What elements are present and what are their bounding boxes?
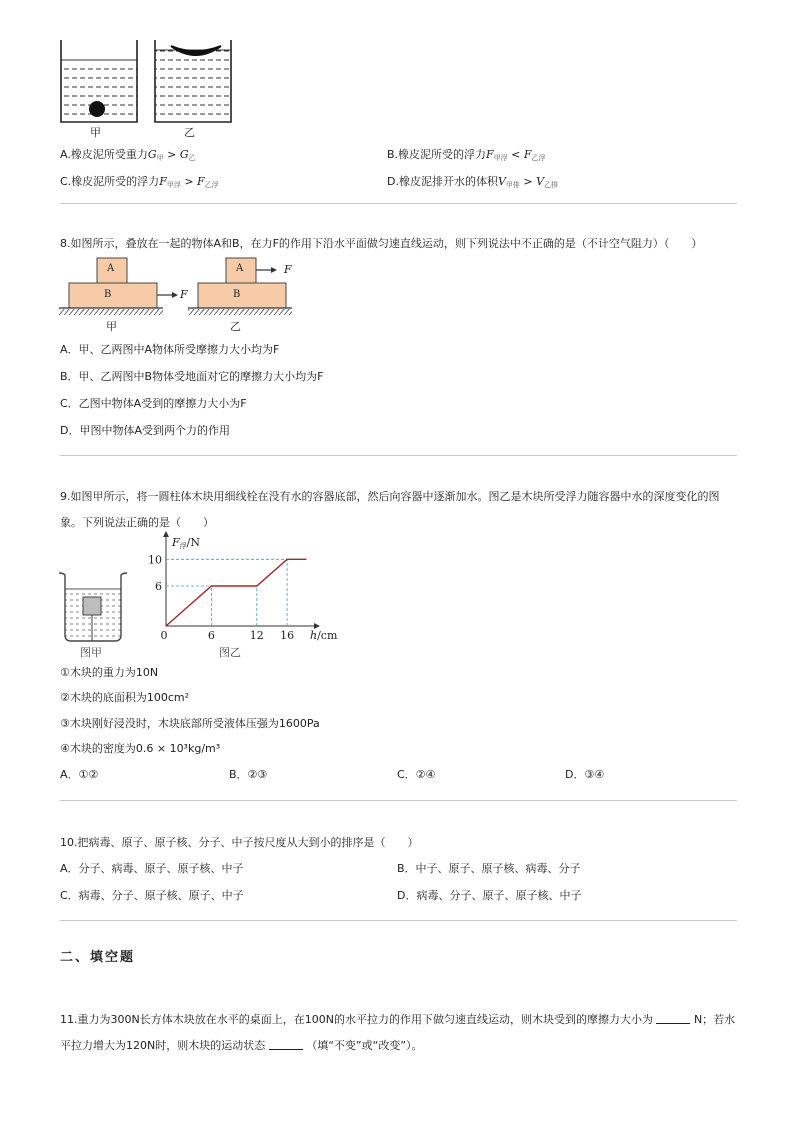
- x-tick-label: 6: [207, 629, 215, 642]
- q9-question-line1: 9.如图甲所示，将一圆柱体木块用细线栓在没有水的容器底部，然后向容器中逐渐加水。图乙是木块所受浮力随容器中水的深度变化的图: [60, 490, 720, 503]
- block-b: [198, 283, 286, 308]
- q9-question-line2: 象。下列说法正确的是（ ）: [60, 516, 214, 529]
- divider: [60, 203, 737, 204]
- q8-option-d[interactable]: D．甲图中物体A受到两个力的作用: [60, 424, 230, 437]
- q8-label-b-right: B: [233, 289, 241, 300]
- q9-statement-4: ④木块的密度为0.6 × 10³kg/m³: [60, 742, 221, 755]
- divider: [60, 800, 737, 801]
- q10-option-b[interactable]: B．中子、原子、原子核、病毒、分子: [397, 862, 581, 875]
- q8-label-f-right: F: [284, 263, 292, 276]
- q8-fig-left: [59, 258, 178, 315]
- plasticine-ball: [89, 101, 105, 117]
- q9-option-a[interactable]: A．①②: [60, 768, 99, 781]
- q10-option-d[interactable]: D．病毒、分子、原子、原子核、中子: [397, 889, 582, 902]
- q7-option-d[interactable]: D.橡皮泥排开水的体积$V_{甲排} > V_{乙排}$: [387, 175, 559, 189]
- q9-option-b[interactable]: B．②③: [229, 768, 268, 781]
- q9-statement-1: ①木块的重力为10N: [60, 666, 159, 679]
- q11-line1: [60, 1013, 735, 1026]
- y-tick-label: 6: [155, 580, 162, 593]
- q11-part1: 11.重力为300N长方体木块放在水平的桌面上，在100N的水平拉力的作用下做匀速直线运动，则木块受到的摩擦力大小为: [60, 1013, 653, 1026]
- container-yi: [155, 40, 231, 122]
- data-point: [286, 559, 287, 560]
- q9-statement-2: ②木块的底面积为100cm²: [60, 691, 190, 704]
- x-tick-label: 12: [249, 629, 264, 642]
- q8-label-a-left: A: [107, 263, 115, 274]
- section-title-fill-in: 二、填空题: [60, 950, 136, 965]
- q11-part3: 平拉力增大为120N时，则木块的运动状态: [60, 1039, 266, 1052]
- q8-label-jia: 甲: [106, 320, 117, 333]
- data-point: [165, 625, 166, 626]
- x-axis-label: h/cm: [310, 629, 338, 642]
- data-point: [256, 585, 257, 586]
- data-point: [305, 559, 306, 560]
- x-tick-label: 0: [160, 629, 168, 642]
- q7-label-yi: 乙: [184, 126, 195, 139]
- q7-option-a[interactable]: A.橡皮泥所受重力$G_甲 > G_乙$: [60, 148, 196, 162]
- block-b: [69, 283, 157, 308]
- x-tick-label: 16: [280, 629, 295, 642]
- q7-option-b[interactable]: B.橡皮泥所受的浮力$F_{甲浮} < F_{乙浮}$: [387, 148, 546, 162]
- q9-buoyancy-chart: [148, 530, 338, 642]
- q11-part2: N；若水: [693, 1013, 736, 1026]
- q9-option-d[interactable]: D．③④: [565, 768, 605, 781]
- data-point: [211, 585, 212, 586]
- q7-label-jia: 甲: [90, 126, 101, 139]
- y-axis-arrow: [163, 531, 169, 537]
- wood-block: [83, 597, 101, 615]
- q11-line2: [60, 1039, 423, 1052]
- y-axis-label: F浮/N: [172, 536, 200, 550]
- divider: [60, 920, 737, 921]
- q8-option-b[interactable]: B．甲、乙两图中B物体受地面对它的摩擦力大小均为F: [60, 370, 324, 383]
- q8-question: 8.如图所示，叠放在一起的物体A和B，在力F的作用下沿水平面做匀速直线运动，则下列说法中不正确的是（不计空气阻力）（ ）: [60, 237, 703, 250]
- q10-question: 10.把病毒、原子、原子核、分子、中子按尺度从大到小的排序是（ ）: [60, 836, 419, 849]
- q9-beaker-figure: [57, 567, 129, 645]
- q11-part4: （填“不变”或“改变”）。: [306, 1039, 423, 1052]
- q8-option-a[interactable]: A．甲、乙两图中A物体所受摩擦力大小均为F: [60, 343, 280, 356]
- q8-label-f-left: F: [180, 288, 188, 301]
- q9-fig-right-label: 图乙: [219, 646, 241, 659]
- q8-label-yi: 乙: [230, 320, 241, 333]
- q10-option-a[interactable]: A．分子、病毒、原子、原子核、中子: [60, 862, 244, 875]
- q9-fig-left-label: 图甲: [80, 646, 102, 659]
- q11-blank-2[interactable]: [269, 1039, 303, 1050]
- q8-option-c[interactable]: C．乙图中物体A受到的摩擦力大小为F: [60, 397, 247, 410]
- container-jia: [61, 40, 137, 122]
- q9-option-c[interactable]: C．②④: [397, 768, 436, 781]
- series-line: [166, 559, 306, 626]
- q11-blank-1[interactable]: [656, 1013, 690, 1024]
- q7-figure: [55, 38, 245, 126]
- divider: [60, 455, 737, 456]
- q8-label-b-left: B: [104, 289, 112, 300]
- q9-statement-3: ③木块刚好浸没时，木块底部所受液体压强为1600Pa: [60, 717, 320, 730]
- y-tick-label: 10: [148, 553, 162, 567]
- q7-option-c[interactable]: C.橡皮泥所受的浮力$F_{甲浮} > F_{乙浮}$: [60, 175, 219, 189]
- q10-option-c[interactable]: C．病毒、分子、原子核、原子、中子: [60, 889, 244, 902]
- q8-label-a-right: A: [236, 263, 244, 274]
